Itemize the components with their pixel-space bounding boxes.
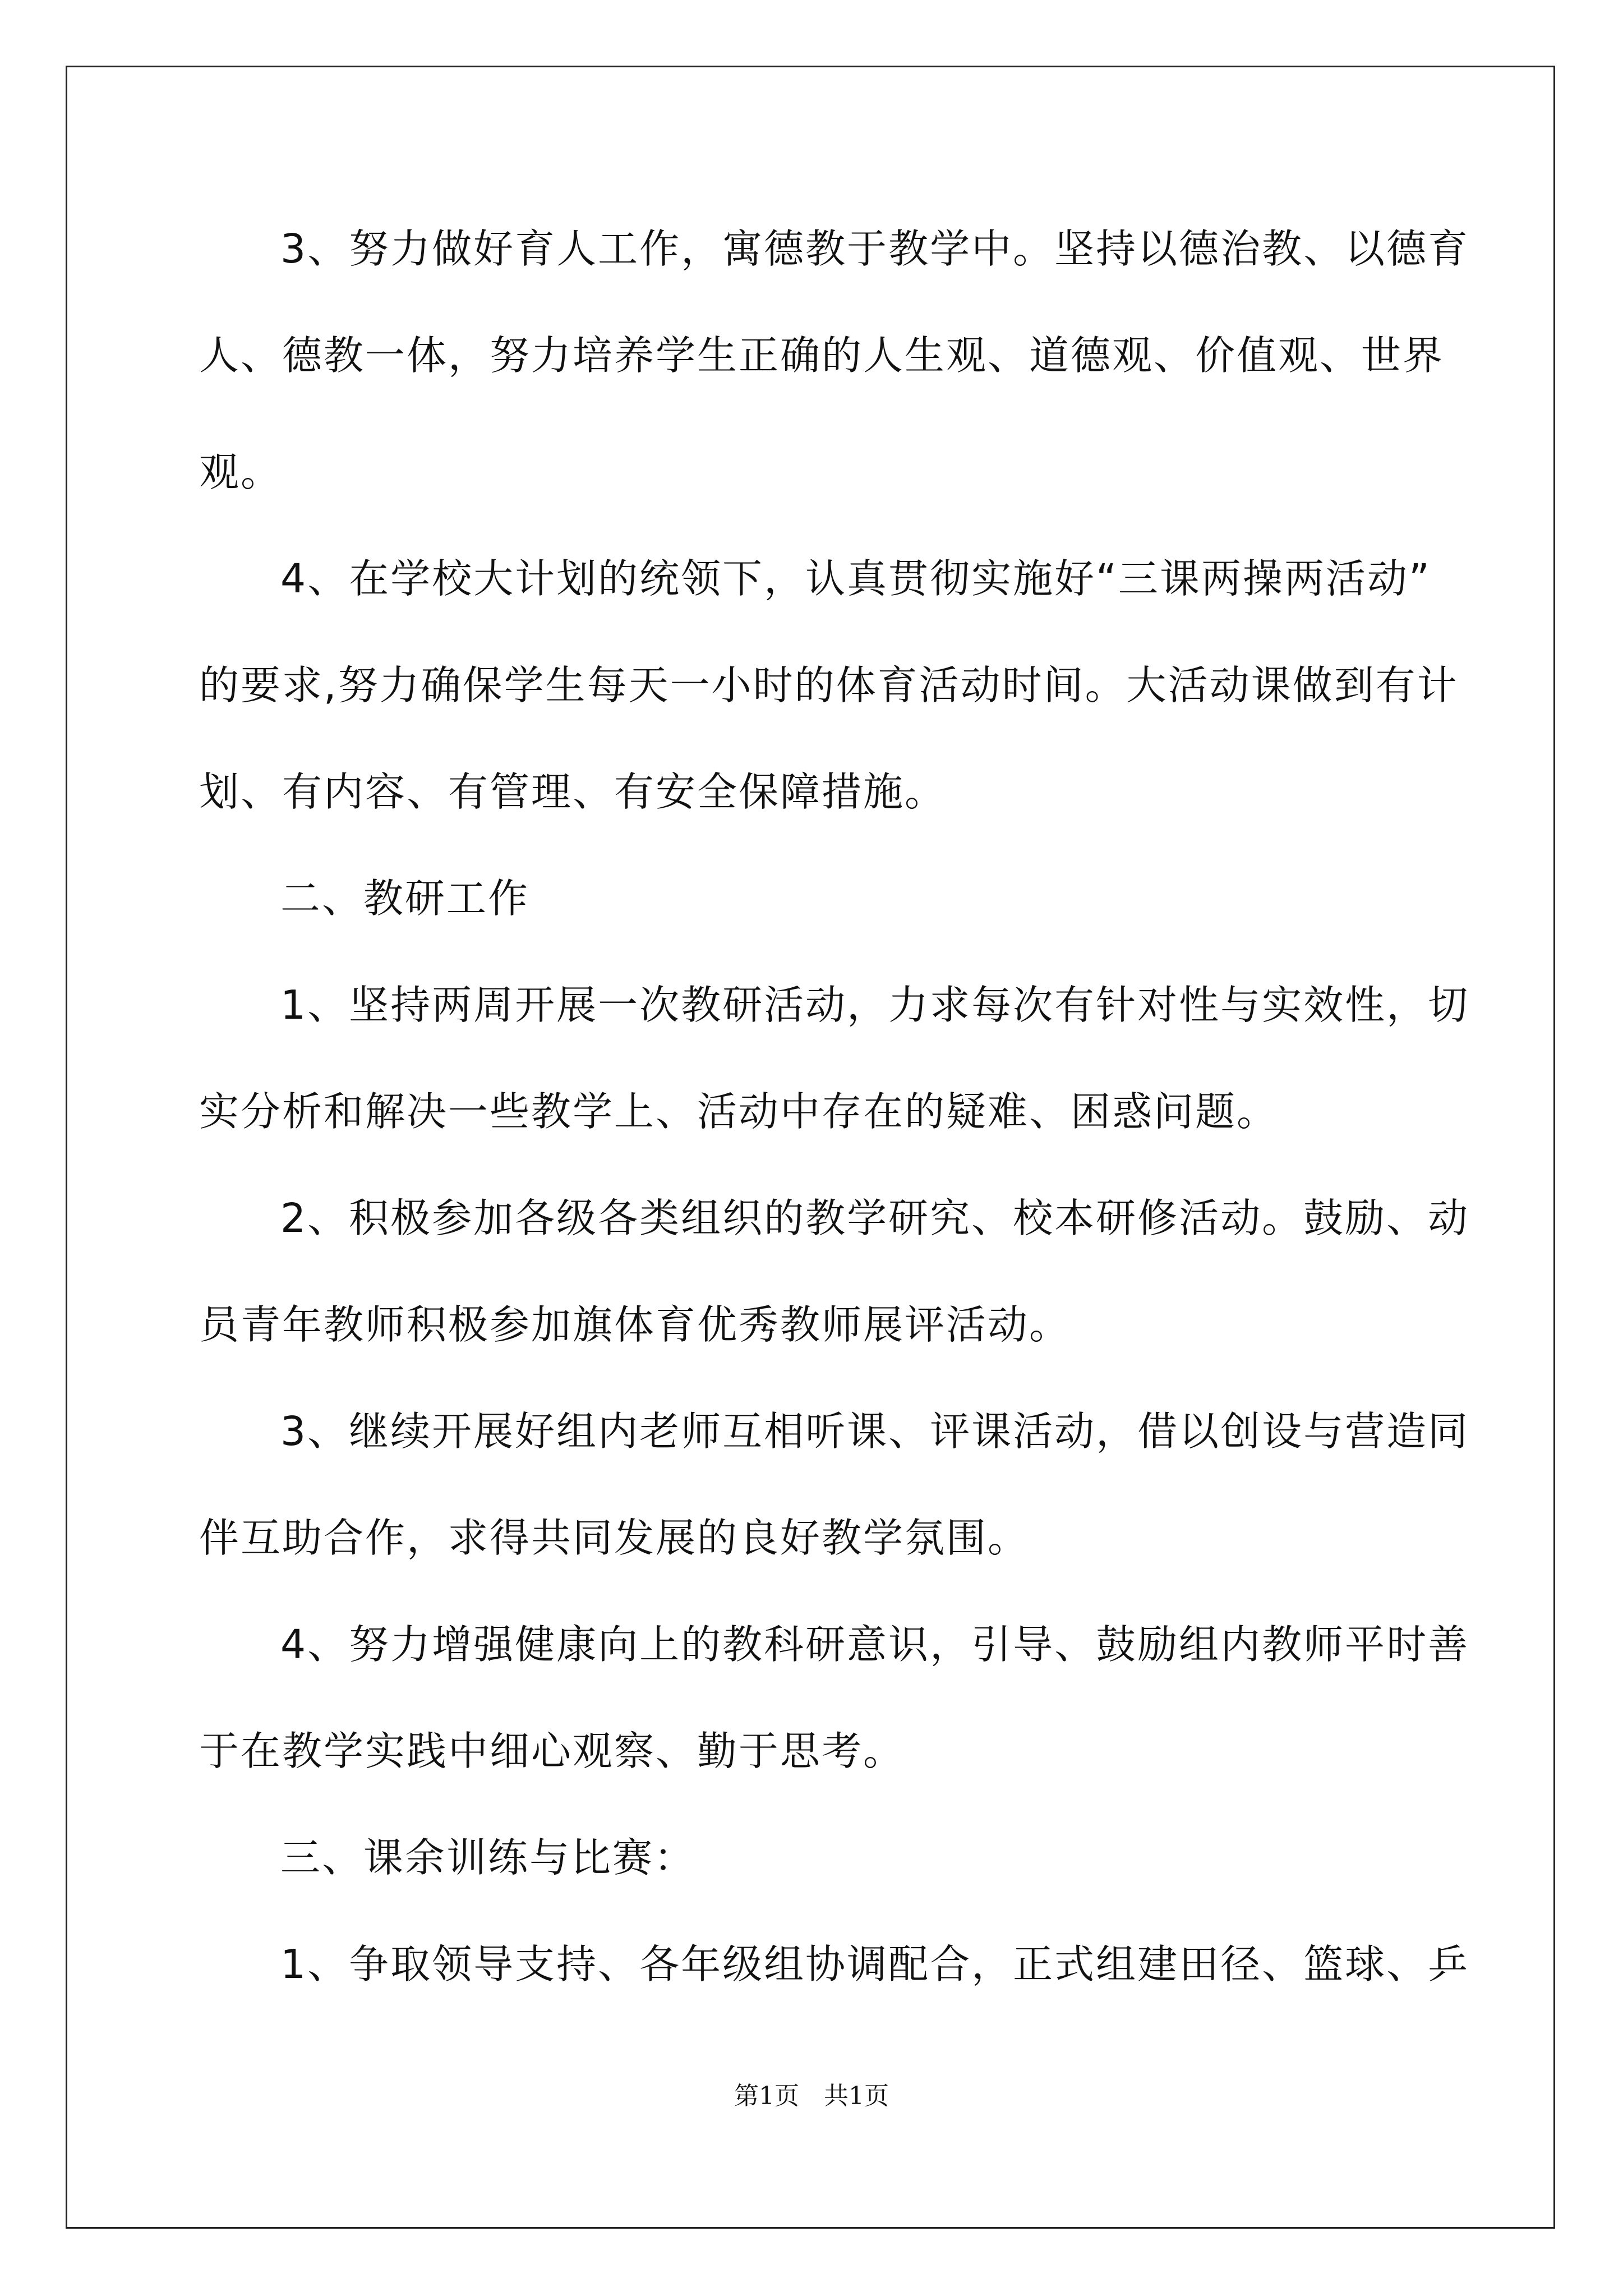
- page-footer: 第1页 共1页: [734, 2082, 889, 2110]
- text-line: 的要求,努力确保学生每天一小时的体育活动时间。大活动课做到有计: [199, 662, 1459, 708]
- text-line: 员青年教师积极参加旗体育优秀教师展评活动。: [199, 1301, 1071, 1348]
- text-line: 实分析和解决一些教学上、活动中存在的疑难、困惑问题。: [199, 1088, 1279, 1135]
- text-line: 2、积极参加各级各类组织的教学研究、校本研修活动。鼓励、动: [280, 1195, 1470, 1241]
- text-line: 划、有内容、有管理、有安全保障措施。: [199, 769, 947, 815]
- text-line: 4、努力增强健康向上的教科研意识，引导、鼓励组内教师平时善: [280, 1621, 1470, 1668]
- text-line: 伴互助合作，求得共同发展的良好教学氛围。: [199, 1515, 1030, 1561]
- text-line: 1、坚持两周开展一次教研活动，力求每次有针对性与实效性，切: [280, 982, 1470, 1028]
- text-line: 3、努力做好育人工作，寓德教于教学中。坚持以德治教、以德育: [280, 226, 1470, 272]
- section-heading: 三、课余训练与比赛：: [280, 1834, 696, 1881]
- text-line: 4、在学校大计划的统领下，认真贯彻实施好“三课两操两活动”: [280, 555, 1431, 602]
- text-line: 1、争取领导支持、各年级组协调配合，正式组建田径、篮球、乒: [280, 1941, 1470, 1987]
- section-heading: 二、教研工作: [280, 875, 530, 922]
- text-line: 人、德教一体，努力培养学生正确的人生观、道德观、价值观、世界: [199, 332, 1445, 379]
- text-line: 于在教学实践中细心观察、勤于思考。: [199, 1728, 905, 1774]
- text-line: 3、继续开展好组内老师互相听课、评课活动，借以创设与营造同: [280, 1408, 1470, 1455]
- text-line: 观。: [199, 449, 283, 495]
- page-border: [66, 66, 1555, 2229]
